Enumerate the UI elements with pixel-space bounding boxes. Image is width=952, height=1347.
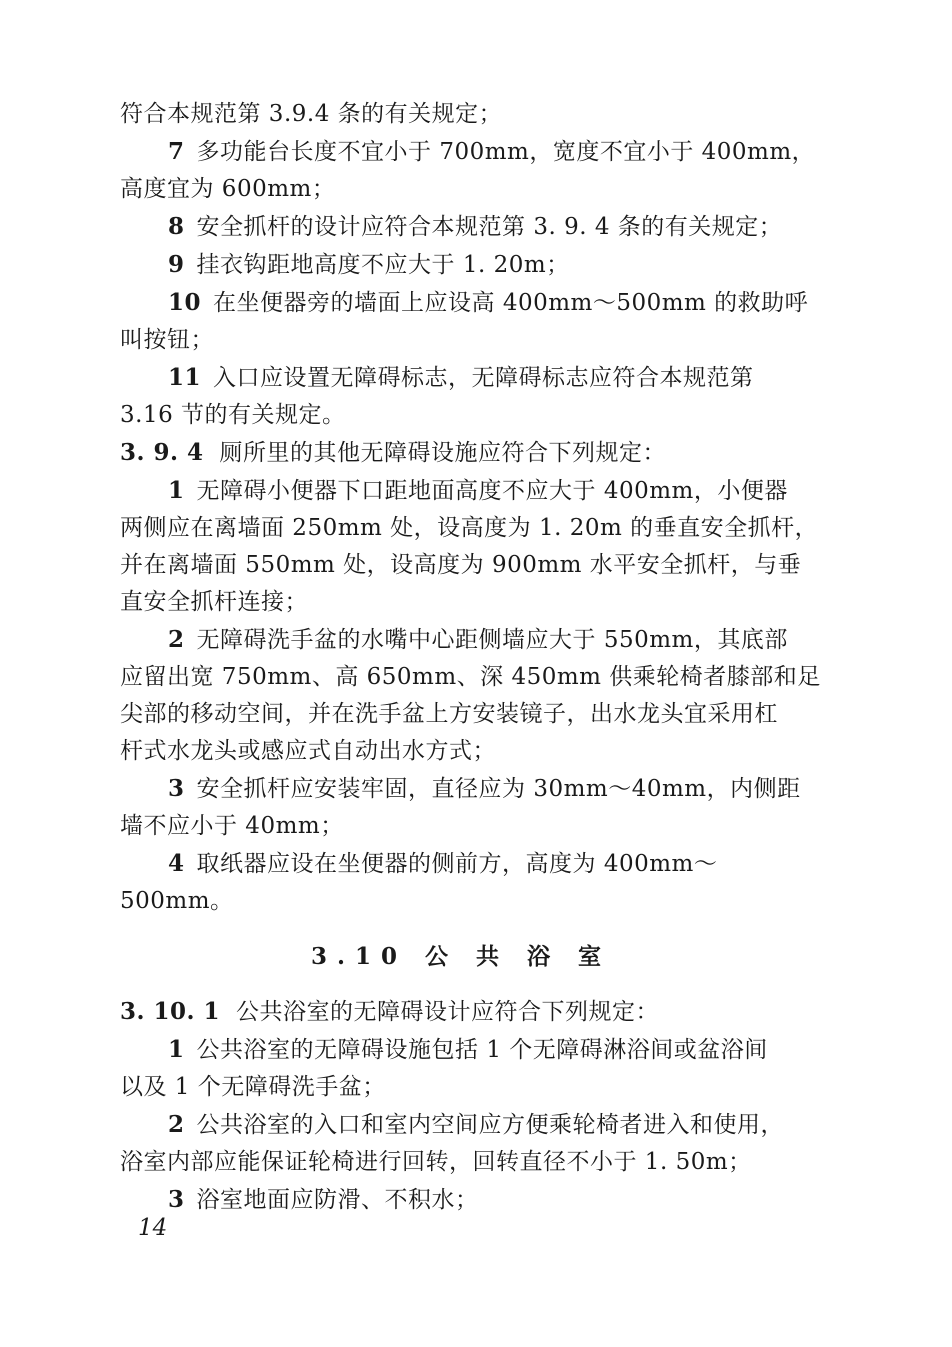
line-text: 安全抓杆的设计应符合本规范第 3. 9. 4 条的有关规定； [196,214,783,240]
line-text: 公共浴室的无障碍设施包括 1 个无障碍淋浴间或盆浴间 [196,1037,768,1063]
text-line [120,1181,802,1219]
clause-number: 3. 9. 4 [120,439,204,466]
item-number: 1 [168,1036,185,1063]
line-text: 多功能台长度不宜小于 700mm，宽度不宜小于 400mm， [196,139,816,165]
text-line [120,883,802,920]
line-text: 500mm。 [120,888,234,914]
text-line [120,993,802,1031]
item-number: 4 [168,850,185,877]
item-number: 2 [168,626,185,653]
text-line [120,171,802,208]
clause-block-3-9 [120,96,821,920]
text-line [120,246,802,284]
line-text: 浴室地面应防滑、不积水； [196,1187,479,1213]
text-line [120,133,816,171]
text-line [120,434,802,472]
line-text: 在坐便器旁的墙面上应设高 400mm～500mm 的救助呼 [213,290,809,316]
line-text: 无障碍洗手盆的水嘴中心距侧墙应大于 550mm，其底部 [196,627,788,653]
item-number: 3 [168,775,185,802]
text-line [120,733,802,770]
text-line [120,1069,802,1106]
line-text: 入口应设置无障碍标志，无障碍标志应符合本规范第 [213,365,754,391]
line-text: 公共浴室的入口和室内空间应方便乘轮椅者进入和使用， [196,1112,785,1138]
text-line [120,696,802,733]
line-text: 浴室内部应能保证轮椅进行回转，回转直径不小于 1. 50m； [120,1149,752,1175]
line-text: 取纸器应设在坐便器的侧前方，高度为 400mm～ [196,851,718,877]
text-line [120,510,819,547]
text-line [120,359,802,397]
item-number: 8 [168,213,185,240]
section-heading: 3.10 公 共 浴 室 [310,943,612,970]
text-line [120,621,802,659]
line-text: 尖部的移动空间，并在洗手盆上方安装镜子，出水龙头宜采用杠 [120,701,778,727]
item-number: 9 [168,251,185,278]
line-text: 符合本规范第 3.9.4 条的有关规定； [120,101,503,127]
line-text: 公共浴室的无障碍设计应符合下列规定： [236,999,660,1025]
line-text: 安全抓杆应安装牢固，直径应为 30mm～40mm，内侧距 [196,776,801,802]
line-text: 应留出宽 750mm、高 650mm、深 450mm 供乘轮椅者膝部和足 [120,664,821,690]
text-line [120,1031,802,1069]
line-text: 杆式水龙头或感应式自动出水方式； [120,738,496,764]
text-line [120,472,802,510]
line-text: 无障碍小便器下口距地面高度不应大于 400mm，小便器 [196,478,788,504]
text-line [120,208,802,246]
text-line [120,284,809,322]
line-text: 厕所里的其他无障碍设施应符合下列规定： [219,440,667,466]
item-number: 11 [168,364,202,391]
text-line [120,845,802,883]
page-number: 14 [138,1215,168,1241]
text-line [120,584,802,621]
text-line [120,770,802,808]
clause-block-3-10 [120,993,802,1219]
text-line [120,1144,802,1181]
line-text: 两侧应在离墙面 250mm 处，设高度为 1. 20m 的垂直安全抓杆， [120,515,819,541]
item-number: 2 [168,1111,185,1138]
line-text: 直安全抓杆连接； [120,589,308,615]
text-line [120,96,802,133]
line-text: 以及 1 个无障碍洗手盆； [120,1074,386,1100]
line-text: 墙不应小于 40mm； [120,813,344,839]
item-number: 1 [168,477,185,504]
text-line [120,808,802,845]
line-text: 3.16 节的有关规定。 [120,402,346,428]
text-line [120,322,802,359]
line-text: 高度宜为 600mm； [120,176,336,202]
line-text: 叫按钮； [120,327,214,353]
text-line [120,1106,802,1144]
text-line [120,547,802,584]
line-text: 并在离墙面 550mm 处，设高度为 900mm 水平安全抓杆，与垂 [120,552,802,578]
item-number: 3 [168,1186,185,1213]
text-line [120,397,802,434]
text-line [120,659,821,696]
line-text: 挂衣钩距地高度不应大于 1. 20m； [196,252,570,278]
item-number: 10 [168,289,202,316]
clause-number: 3. 10. 1 [120,998,221,1025]
item-number: 7 [168,138,185,165]
